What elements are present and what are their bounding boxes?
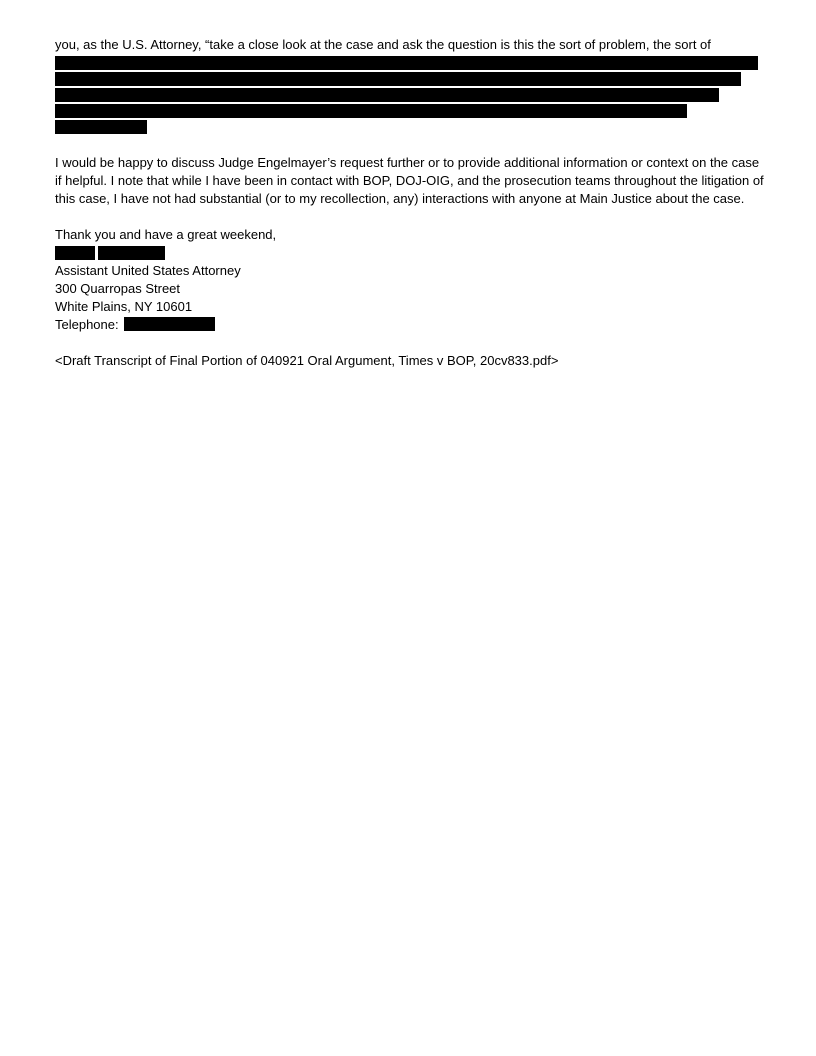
paragraph-discussion: I would be happy to discuss Judge Engelmayer’s request further or to provide additional information or context on the case if helpful. I note that while I have been in contact with BOP, DOJ-OIG, and the prosecution teams throughout the litigation of this case, I have not had substantial (or to my recollection, any) interactions with anyone at Main Justice about the case.: [55, 155, 764, 206]
redaction-bar: [98, 246, 165, 260]
opening-line: you, as the U.S. Attorney, “take a close look at the case and ask the question is this the sort of problem, the sort of: [55, 37, 711, 52]
redaction-bar: [55, 104, 687, 118]
attachment-link[interactable]: <Draft Transcript of Final Portion of 040921 Oral Argument, Times v BOP, 20cv833.pdf>: [55, 353, 559, 368]
redaction-bar: [55, 246, 95, 260]
redaction-bar: [55, 56, 758, 70]
redaction-bar: [124, 317, 215, 331]
signature-name-redacted: [55, 244, 765, 262]
signature-telephone: [55, 316, 765, 334]
signature-title: Assistant United States Attorney: [55, 263, 241, 278]
telephone-label: Telephone:: [55, 317, 119, 332]
redacted-block: [55, 56, 765, 134]
email-body: [55, 36, 765, 370]
signature-city: White Plains, NY 10601: [55, 299, 193, 314]
redaction-bar: [55, 120, 147, 134]
closing-line: Thank you and have a great weekend,: [55, 227, 277, 242]
redaction-bar: [55, 88, 719, 102]
signature-street: 300 Quarropas Street: [55, 281, 181, 296]
redaction-bar: [55, 72, 741, 86]
